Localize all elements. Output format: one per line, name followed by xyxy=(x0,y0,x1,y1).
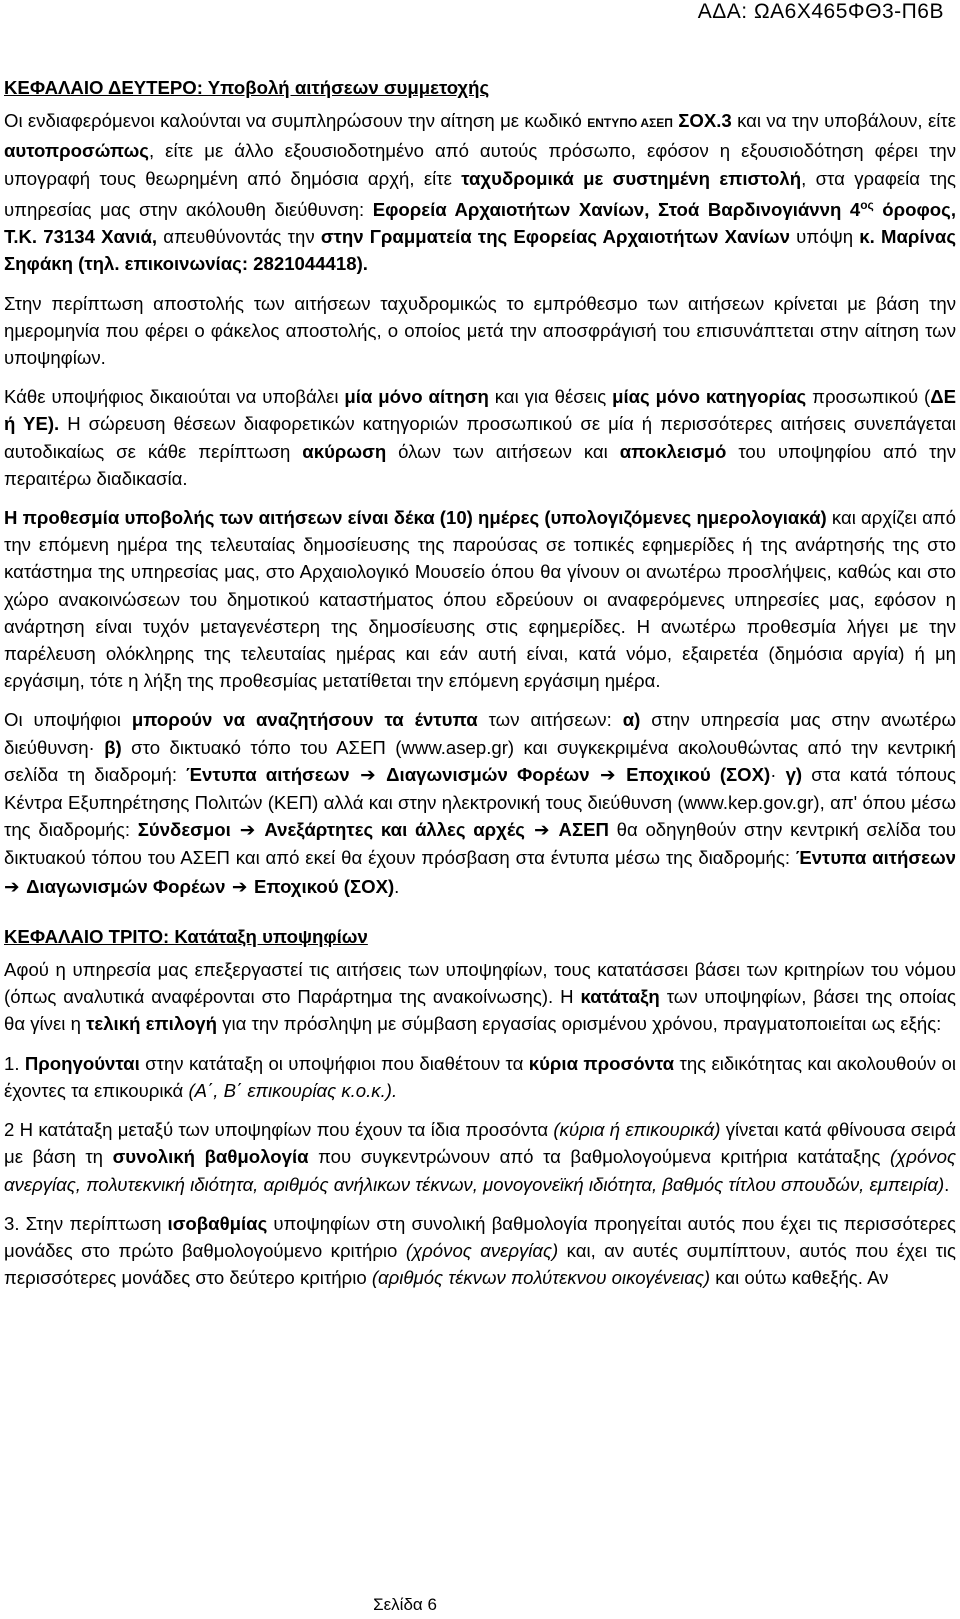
bold-text: Διαγωνισμών Φορέων xyxy=(386,763,590,785)
text: υπόψη xyxy=(789,226,860,248)
bold-text: Ανεξάρτητες και άλλες αρχές xyxy=(264,819,525,841)
text: στο δικτυακό τόπο του ΑΣΕΠ (www.asep.gr) και συγκεκριμένα ακολουθώντας από την κεντρική σελίδα τη διαδρομή: xyxy=(4,736,956,785)
text: απευθύνοντάς την xyxy=(157,226,321,248)
bold-text: Προηγούνται xyxy=(24,1052,140,1074)
italic-text: (αριθμός τέκνων πολύτεκνου οικογένειας) xyxy=(371,1267,711,1289)
ranking-item-1 xyxy=(4,1050,956,1104)
text: και για θέσεις xyxy=(488,386,613,408)
arrow-right-icon: ➔ xyxy=(225,876,254,898)
text: 3. Στην περίπτωση xyxy=(4,1212,168,1234)
text: προσωπικού ( xyxy=(806,386,931,408)
ranking-item-3 xyxy=(4,1210,956,1292)
text: Οι υποψήφιοι xyxy=(4,709,132,731)
bold-text: ΑΣΕΠ xyxy=(558,819,609,841)
document-body xyxy=(4,74,956,1291)
ranking-item-2 xyxy=(4,1116,956,1198)
bold-text: β) xyxy=(104,736,122,758)
paragraph-ranking-intro xyxy=(4,956,956,1038)
ada-code: ΑΔΑ: ΩΑ6Χ465ΦΘ3-Π6Β xyxy=(697,0,944,23)
bold-text: μίας μόνο κατηγορίας xyxy=(612,386,807,408)
text: θα οδηγηθούν στην κεντρική σελίδα του δικτυακού τόπου του ΑΣΕΠ και από εκεί θα έχουν πρόσβαση στα έντυπα μέσω της διαδρομής: xyxy=(4,819,956,869)
text: 2 Η κατάταξη μεταξύ των υποψηφίων που έχουν τα ίδια προσόντα xyxy=(4,1119,554,1141)
italic-text: (Α΄, Β΄ επικουρίας κ.ο.κ.). xyxy=(188,1079,398,1101)
arrow-right-icon: ➔ xyxy=(524,820,559,842)
bold-text: ΔΕ ή ΥΕ). xyxy=(4,386,957,435)
text: της ειδικότητας και ακολουθούν οι έχοντες τα επικουρικά xyxy=(4,1052,957,1101)
chapter-three-title: ΚΕΦΑΛΑΙΟ ΤΡΙΤΟ: Κατάταξη υποψηφίων xyxy=(4,925,368,947)
bold-text: συνολική βαθμολογία xyxy=(112,1146,309,1168)
bold-text: γ) xyxy=(785,763,803,785)
bold-text: κύρια προσόντα xyxy=(528,1052,675,1074)
text: , είτε με άλλο εξουσιοδοτημένο από αυτούς πρόσωπο, εφόσον η εξουσιοδότηση φέρει την υπογραφή τους θεωρημένη από δημόσια αρχή, είτε xyxy=(4,140,956,189)
bold-text: Έντυπα αιτήσεων xyxy=(186,763,350,785)
text: Αφού η υπηρεσία μας επεξεργαστεί τις αιτήσεις των υποψηφίων, τους κατατάσσει βάσει των κριτηρίων του νόμου (όπως αναλυτικά αναφέρονται στο Παράρτημα της ανακοίνωσης). Η xyxy=(4,959,956,1008)
italic-text: (χρόνος ανεργίας, πολυτεκνική ιδιότητα, αριθμός ανήλικων τέκνων, μονογονεϊκή ιδιότητα, βαθμός τίτλου σπουδών, εμπειρία) xyxy=(4,1146,956,1195)
superscript: ος xyxy=(860,197,874,212)
bold-text: Σύνδεσμοι xyxy=(137,819,231,841)
arrow-right-icon: ➔ xyxy=(4,876,27,898)
address-cont: όροφος, Τ.Κ. 73134 Χανιά, xyxy=(4,199,956,248)
text: στα κατά τόπους Κέντρα Εξυπηρέτησης Πολιτών (ΚΕΠ) αλλά και στην ηλεκτρονική τους διεύθυνση (www.kep.gov.gr), απ' όπου μέσω της διαδρομής: xyxy=(4,763,957,841)
address: Εφορεία Αρχαιοτήτων Χανίων, Στοά Βαρδινογιάννη 4 xyxy=(372,199,861,220)
text: και ούτω καθεξής. Αν xyxy=(710,1267,889,1289)
bold-text: κατάταξη xyxy=(580,986,660,1008)
bold-text: μία μόνο αίτηση xyxy=(344,386,489,408)
italic-text: (κύρια ή επικουρικά) xyxy=(553,1119,721,1141)
text: των αιτήσεων: xyxy=(477,709,623,731)
bold-text: Έντυπα αιτήσεων xyxy=(795,847,956,869)
bold-text: τελική επιλογή xyxy=(86,1013,217,1035)
text: στην κατάταξη οι υποψήφιοι που διαθέτουν τα xyxy=(139,1052,529,1074)
text: Οι ενδιαφερόμενοι καλούνται να συμπληρώσουν την αίτηση με κωδικό xyxy=(4,110,588,132)
paragraph-deadline xyxy=(4,504,956,694)
bold-text: μπορούν να αναζητήσουν τα έντυπα xyxy=(131,709,478,731)
text: , στα γραφεία της υπηρεσίας μας στην ακόλουθη διεύθυνση: xyxy=(4,167,957,220)
arrow-right-icon: ➔ xyxy=(589,764,627,786)
arrow-right-icon: ➔ xyxy=(349,764,387,786)
bold-text: Εποχικού (ΣΟΧ) xyxy=(626,763,771,785)
form-code: ΣΟΧ.3 xyxy=(672,110,732,132)
bold-text: Διαγωνισμών Φορέων xyxy=(26,875,226,897)
text: και, αν αυτές συμπίπτουν, αυτός που έχει τις περισσότερες μονάδες στο δεύτερο κριτήριο xyxy=(4,1239,956,1289)
paragraph-submission xyxy=(4,107,956,277)
text: και αρχίζει από την επόμενη ημέρα της τελευταίας δημοσίευσης της παρούσας σε τοπικές εφημερίδες ή της ανάρτησής της στο κατάστημα της υπηρεσίας μας, στο Αρχαιολογικό Μουσείο όπου θα γίνουν οι ανωτέρω προσλήψεις, καθώς και στο χώρο ανακοινώσεων του δημοτικού καταστήματος όπου εδρεύουν οι αναφερόμενες υπηρεσίες μας, εφόσον η ανάρτηση είναι τυχόν μεταγενέστερη της δημοσίευσης στις εφημερίδες. Η ανωτέρω προθεσμία λήγει με την παρέλευση ολόκληρης της τελευταίας ημέρας και εάν αυτή είναι, κατά νόμο, εξαιρετέα (δημόσια αργία) ή μη εργάσιμη, τότε η λήξη της προθεσμίας μετατίθεται την επόμενη εργάσιμη ημέρα. xyxy=(4,507,956,692)
bold-text: α) xyxy=(622,709,641,731)
bold-text: Εποχικού (ΣΟΧ) xyxy=(253,875,395,897)
page-number: Σελίδα 6 xyxy=(373,1595,437,1614)
text: . xyxy=(394,875,400,897)
text: γίνεται κατά φθίνουσα σειρά με βάση τη xyxy=(4,1119,956,1168)
paragraph-forms xyxy=(4,706,956,900)
bold-text: ισοβαθμίας xyxy=(167,1212,268,1234)
text: που συγκεντρώνουν από τα βαθμολογούμενα κριτήρια κατάταξης xyxy=(308,1146,890,1168)
text: · xyxy=(770,763,786,785)
text: στην υπηρεσία μας στην ανωτέρω διεύθυνση· xyxy=(4,709,956,758)
bold-text: στην Γραμματεία της Εφορείας Αρχαιοτήτων Χανίων xyxy=(320,226,790,248)
text: όλων των αιτήσεων και xyxy=(386,440,620,462)
paragraph-single-application xyxy=(4,383,956,492)
text: 1. xyxy=(4,1052,25,1074)
chapter-two-title: ΚΕΦΑΛΑΙΟ ΔΕΥΤΕΡΟ: Υποβολή αιτήσεων συμμετοχής xyxy=(4,77,490,98)
text: του υποψηφίου από την περαιτέρω διαδικασία. xyxy=(4,440,957,489)
bold-text: αποκλεισμό xyxy=(619,440,727,462)
arrow-right-icon: ➔ xyxy=(230,820,265,842)
bold-text: ταχυδρομικά με συστημένη επιστολή xyxy=(461,167,802,189)
bold-text: Η προθεσμία υποβολής των αιτήσεων είναι δέκα (10) ημέρες (υπολογιζόμενες ημερολογιακά) xyxy=(4,507,827,529)
text: Η σώρευση θέσεων διαφορετικών κατηγοριών προσωπικού σε μία ή περισσότερες αιτήσεις συνεπάγεται αυτοδικαίως σε κάθε περίπτωση xyxy=(4,413,956,462)
text: και να την υποβάλουν, είτε xyxy=(731,110,956,132)
italic-text: (χρόνος ανεργίας) xyxy=(405,1239,559,1261)
bold-text: αυτοπροσώπως xyxy=(4,140,149,162)
text: . xyxy=(944,1173,950,1195)
contact-person: κ. Μαρίνας Σηφάκη (τηλ. επικοινωνίας: 2821044418). xyxy=(4,226,956,275)
bold-text: ακύρωση xyxy=(302,440,387,462)
text: των υποψηφίων, βάσει της οποίας θα γίνει η xyxy=(4,986,956,1035)
form-code-prefix: ΕΝΤΥΠΟ ΑΣΕΠ xyxy=(587,116,673,131)
paragraph-postal: Στην περίπτωση αποστολής των αιτήσεων ταχυδρομικώς το εμπρόθεσμο των αιτήσεων κρίνεται με βάση την ημερομηνία που φέρει ο φάκελος αποστολής, ο οποίος μετά την αποσφράγισή του επισυνάπτεται στην αίτηση των υποψηφίων. xyxy=(4,292,956,369)
text: για την πρόσληψη με σύμβαση εργασίας ορισμένου χρόνου, πραγματοποιείται ως εξής: xyxy=(217,1013,942,1035)
text: Κάθε υποψήφιος δικαιούται να υποβάλει xyxy=(4,386,345,408)
text: υποψηφίων στη συνολική βαθμολογία προηγείται αυτός που έχει τις περισσότερες μονάδες στο πρώτο βαθμολογούμενο κριτήριο xyxy=(4,1212,956,1261)
